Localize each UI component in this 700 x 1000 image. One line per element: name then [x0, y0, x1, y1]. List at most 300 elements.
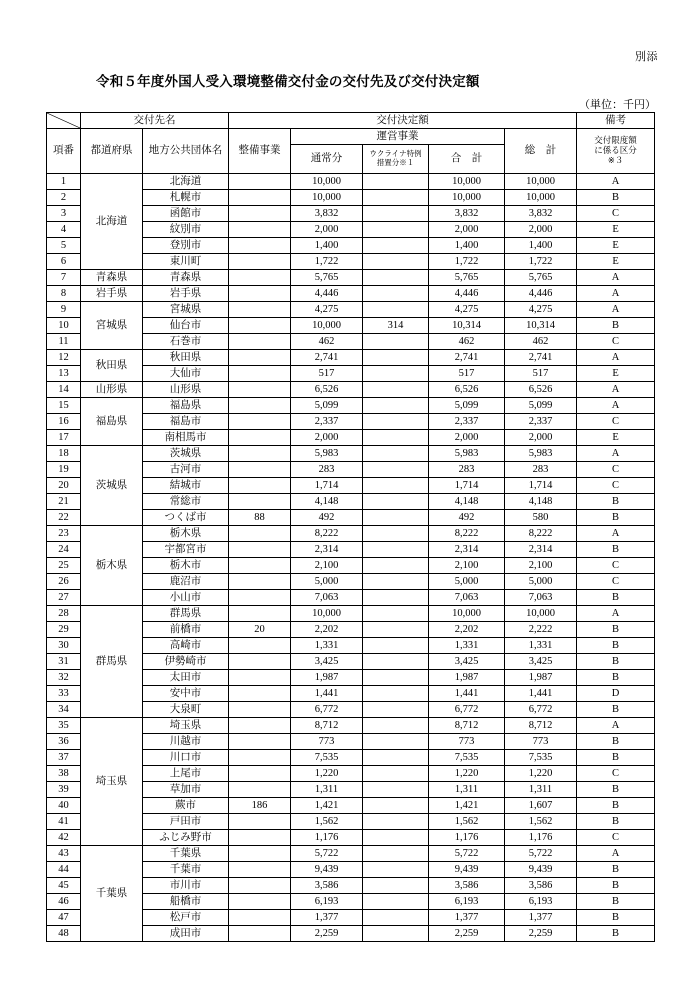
- cell-ukraine: [363, 622, 429, 638]
- table-row: [47, 446, 655, 462]
- cell-ukraine: [363, 814, 429, 830]
- cell-class: B: [577, 910, 655, 926]
- page-title: 令和５年度外国人受入環境整備交付金の交付先及び交付決定額: [96, 74, 480, 89]
- cell-total: 10,000: [505, 174, 577, 190]
- cell-normal: 1,722: [291, 254, 363, 270]
- cell-index: 42: [47, 830, 81, 846]
- cell-maintenance: [229, 238, 291, 254]
- cell-maintenance: [229, 494, 291, 510]
- cell-normal: 5,765: [291, 270, 363, 286]
- cell-municipality: 大泉町: [143, 702, 229, 718]
- cell-maintenance: [229, 254, 291, 270]
- cell-index: 1: [47, 174, 81, 190]
- cell-ukraine: [363, 446, 429, 462]
- cell-maintenance: [229, 654, 291, 670]
- cell-maintenance: [229, 542, 291, 558]
- cell-ukraine: [363, 174, 429, 190]
- cell-index: 32: [47, 670, 81, 686]
- cell-municipality: 松戸市: [143, 910, 229, 926]
- cell-municipality: 鹿沼市: [143, 574, 229, 590]
- cell-municipality: 安中市: [143, 686, 229, 702]
- cell-normal: 10,000: [291, 190, 363, 206]
- cell-normal: 1,331: [291, 638, 363, 654]
- cell-municipality: 蕨市: [143, 798, 229, 814]
- cell-prefecture: 千葉県: [81, 846, 143, 942]
- cell-ukraine: [363, 894, 429, 910]
- cell-maintenance: [229, 270, 291, 286]
- cell-class: B: [577, 862, 655, 878]
- cell-index: 6: [47, 254, 81, 270]
- cell-total: 1,441: [505, 686, 577, 702]
- cell-normal: 1,377: [291, 910, 363, 926]
- cell-subtotal: 10,000: [429, 606, 505, 622]
- cell-total: 1,722: [505, 254, 577, 270]
- header-operation-group: 運営事業: [291, 129, 505, 145]
- cell-class: D: [577, 686, 655, 702]
- cell-maintenance: [229, 206, 291, 222]
- cell-class: A: [577, 174, 655, 190]
- cell-normal: 8,712: [291, 718, 363, 734]
- cell-ukraine: [363, 382, 429, 398]
- cell-total: 2,314: [505, 542, 577, 558]
- header-class-line3: ※３: [607, 154, 624, 165]
- cell-class: B: [577, 494, 655, 510]
- header-class-line2: に係る区分: [594, 145, 637, 156]
- cell-ukraine: [363, 190, 429, 206]
- cell-municipality: 群馬県: [143, 606, 229, 622]
- cell-municipality: 札幌市: [143, 190, 229, 206]
- cell-class: B: [577, 734, 655, 750]
- cell-index: 37: [47, 750, 81, 766]
- cell-municipality: 福島市: [143, 414, 229, 430]
- cell-municipality: 高崎市: [143, 638, 229, 654]
- cell-municipality: 前橋市: [143, 622, 229, 638]
- cell-class: C: [577, 334, 655, 350]
- cell-maintenance: [229, 302, 291, 318]
- cell-total: 1,562: [505, 814, 577, 830]
- cell-maintenance: 186: [229, 798, 291, 814]
- cell-maintenance: [229, 926, 291, 942]
- cell-normal: 3,586: [291, 878, 363, 894]
- cell-total: 580: [505, 510, 577, 526]
- cell-subtotal: 7,063: [429, 590, 505, 606]
- cell-subtotal: 3,425: [429, 654, 505, 670]
- cell-normal: 2,000: [291, 430, 363, 446]
- cell-municipality: 東川町: [143, 254, 229, 270]
- cell-normal: 1,176: [291, 830, 363, 846]
- cell-prefecture: 山形県: [81, 382, 143, 398]
- cell-class: A: [577, 718, 655, 734]
- cell-maintenance: [229, 814, 291, 830]
- cell-prefecture: 栃木県: [81, 526, 143, 606]
- cell-ukraine: [363, 862, 429, 878]
- cell-class: A: [577, 286, 655, 302]
- cell-maintenance: [229, 398, 291, 414]
- cell-subtotal: 6,193: [429, 894, 505, 910]
- cell-index: 8: [47, 286, 81, 302]
- cell-index: 7: [47, 270, 81, 286]
- header-ukraine-line1: ウクライナ特例: [369, 149, 422, 159]
- cell-ukraine: [363, 878, 429, 894]
- header-normal: 通常分: [291, 145, 363, 174]
- cell-class: E: [577, 238, 655, 254]
- cell-municipality: 千葉市: [143, 862, 229, 878]
- cell-class: C: [577, 830, 655, 846]
- cell-index: 13: [47, 366, 81, 382]
- cell-maintenance: [229, 638, 291, 654]
- cell-index: 29: [47, 622, 81, 638]
- cell-municipality: 岩手県: [143, 286, 229, 302]
- cell-total: 10,314: [505, 318, 577, 334]
- cell-maintenance: [229, 782, 291, 798]
- cell-index: 39: [47, 782, 81, 798]
- cell-maintenance: [229, 350, 291, 366]
- cell-class: B: [577, 510, 655, 526]
- cell-ukraine: [363, 926, 429, 942]
- cell-class: C: [577, 478, 655, 494]
- cell-prefecture: 埼玉県: [81, 718, 143, 846]
- cell-subtotal: 2,741: [429, 350, 505, 366]
- cell-ukraine: [363, 494, 429, 510]
- cell-subtotal: 5,765: [429, 270, 505, 286]
- cell-normal: 5,000: [291, 574, 363, 590]
- cell-index: 14: [47, 382, 81, 398]
- cell-ukraine: [363, 670, 429, 686]
- cell-ukraine: [363, 798, 429, 814]
- cell-index: 30: [47, 638, 81, 654]
- header-ukraine-line2: 措置分※１: [376, 158, 415, 167]
- cell-index: 15: [47, 398, 81, 414]
- cell-subtotal: 2,202: [429, 622, 505, 638]
- cell-total: 283: [505, 462, 577, 478]
- cell-normal: 10,000: [291, 318, 363, 334]
- cell-index: 43: [47, 846, 81, 862]
- cell-total: 6,526: [505, 382, 577, 398]
- cell-subtotal: 10,314: [429, 318, 505, 334]
- cell-normal: 1,400: [291, 238, 363, 254]
- cell-ukraine: [363, 238, 429, 254]
- cell-total: 8,712: [505, 718, 577, 734]
- cell-maintenance: [229, 894, 291, 910]
- table-row: [47, 526, 655, 542]
- cell-normal: 4,148: [291, 494, 363, 510]
- cell-index: 40: [47, 798, 81, 814]
- cell-subtotal: 1,311: [429, 782, 505, 798]
- cell-subtotal: 1,987: [429, 670, 505, 686]
- header-municipality: 地方公共団体名: [143, 129, 229, 174]
- cell-class: B: [577, 798, 655, 814]
- cell-class: A: [577, 446, 655, 462]
- cell-subtotal: 283: [429, 462, 505, 478]
- cell-ukraine: [363, 718, 429, 734]
- cell-index: 21: [47, 494, 81, 510]
- cell-ukraine: [363, 206, 429, 222]
- cell-subtotal: 1,331: [429, 638, 505, 654]
- cell-normal: 1,987: [291, 670, 363, 686]
- cell-prefecture: 宮城県: [81, 302, 143, 350]
- cell-total: 9,439: [505, 862, 577, 878]
- cell-index: 23: [47, 526, 81, 542]
- cell-total: 773: [505, 734, 577, 750]
- cell-municipality: 成田市: [143, 926, 229, 942]
- cell-normal: 2,000: [291, 222, 363, 238]
- cell-class: A: [577, 606, 655, 622]
- header-maintenance: 整備事業: [229, 129, 291, 174]
- cell-total: 5,983: [505, 446, 577, 462]
- table-body: [47, 174, 655, 942]
- cell-ukraine: [363, 430, 429, 446]
- unit-label: （単位：千円）: [579, 99, 656, 111]
- cell-maintenance: [229, 366, 291, 382]
- cell-total: 2,337: [505, 414, 577, 430]
- cell-prefecture: 福島県: [81, 398, 143, 446]
- cell-normal: 6,193: [291, 894, 363, 910]
- cell-index: 18: [47, 446, 81, 462]
- cell-index: 20: [47, 478, 81, 494]
- cell-normal: 1,220: [291, 766, 363, 782]
- cell-index: 38: [47, 766, 81, 782]
- cell-total: 2,222: [505, 622, 577, 638]
- cell-maintenance: [229, 430, 291, 446]
- cell-ukraine: [363, 558, 429, 574]
- cell-class: E: [577, 366, 655, 382]
- cell-subtotal: 1,377: [429, 910, 505, 926]
- cell-total: 4,446: [505, 286, 577, 302]
- cell-ukraine: [363, 414, 429, 430]
- cell-subtotal: 2,314: [429, 542, 505, 558]
- cell-ukraine: [363, 462, 429, 478]
- cell-ukraine: [363, 910, 429, 926]
- cell-total: 6,772: [505, 702, 577, 718]
- cell-subtotal: 492: [429, 510, 505, 526]
- cell-class: B: [577, 318, 655, 334]
- cell-index: 24: [47, 542, 81, 558]
- cell-municipality: 秋田県: [143, 350, 229, 366]
- cell-maintenance: [229, 462, 291, 478]
- cell-ukraine: [363, 686, 429, 702]
- cell-normal: 517: [291, 366, 363, 382]
- cell-maintenance: [229, 750, 291, 766]
- cell-subtotal: 773: [429, 734, 505, 750]
- cell-subtotal: 2,000: [429, 222, 505, 238]
- cell-municipality: 川口市: [143, 750, 229, 766]
- cell-index: 48: [47, 926, 81, 942]
- header-total: 総 計: [505, 129, 577, 174]
- cell-class: B: [577, 878, 655, 894]
- cell-subtotal: 4,275: [429, 302, 505, 318]
- cell-municipality: 小山市: [143, 590, 229, 606]
- cell-subtotal: 1,176: [429, 830, 505, 846]
- cell-subtotal: 2,259: [429, 926, 505, 942]
- cell-subtotal: 4,446: [429, 286, 505, 302]
- cell-ukraine: [363, 574, 429, 590]
- cell-index: 33: [47, 686, 81, 702]
- cell-municipality: 古河市: [143, 462, 229, 478]
- cell-municipality: 宮城県: [143, 302, 229, 318]
- table-row: [47, 382, 655, 398]
- cell-class: B: [577, 750, 655, 766]
- cell-subtotal: 4,148: [429, 494, 505, 510]
- cell-maintenance: [229, 526, 291, 542]
- cell-ukraine: [363, 846, 429, 862]
- cell-ukraine: [363, 766, 429, 782]
- cell-subtotal: 10,000: [429, 190, 505, 206]
- cell-subtotal: 2,000: [429, 430, 505, 446]
- cell-maintenance: [229, 446, 291, 462]
- cell-municipality: 宇都宮市: [143, 542, 229, 558]
- cell-maintenance: 88: [229, 510, 291, 526]
- cell-index: 22: [47, 510, 81, 526]
- cell-index: 16: [47, 414, 81, 430]
- cell-normal: 2,337: [291, 414, 363, 430]
- cell-total: 3,425: [505, 654, 577, 670]
- cell-total: 2,259: [505, 926, 577, 942]
- cell-total: 5,000: [505, 574, 577, 590]
- cell-index: 2: [47, 190, 81, 206]
- table-row: [47, 718, 655, 734]
- table-row: [47, 846, 655, 862]
- cell-total: 5,722: [505, 846, 577, 862]
- header-row-1: [47, 113, 655, 129]
- cell-class: B: [577, 654, 655, 670]
- cell-maintenance: [229, 558, 291, 574]
- cell-normal: 1,562: [291, 814, 363, 830]
- table-row: [47, 286, 655, 302]
- cell-ukraine: [363, 526, 429, 542]
- cell-total: 1,220: [505, 766, 577, 782]
- cell-class: B: [577, 190, 655, 206]
- cell-normal: 5,099: [291, 398, 363, 414]
- cell-class: C: [577, 462, 655, 478]
- cell-municipality: 市川市: [143, 878, 229, 894]
- cell-normal: 5,983: [291, 446, 363, 462]
- cell-total: 10,000: [505, 606, 577, 622]
- cell-index: 9: [47, 302, 81, 318]
- cell-class: B: [577, 782, 655, 798]
- cell-index: 36: [47, 734, 81, 750]
- cell-class: A: [577, 350, 655, 366]
- cell-class: B: [577, 638, 655, 654]
- cell-ukraine: [363, 606, 429, 622]
- cell-total: 2,000: [505, 222, 577, 238]
- cell-subtotal: 2,100: [429, 558, 505, 574]
- cell-normal: 3,832: [291, 206, 363, 222]
- cell-normal: 10,000: [291, 174, 363, 190]
- cell-ukraine: [363, 366, 429, 382]
- cell-index: 11: [47, 334, 81, 350]
- cell-index: 19: [47, 462, 81, 478]
- cell-class: A: [577, 382, 655, 398]
- cell-maintenance: [229, 846, 291, 862]
- cell-municipality: 結城市: [143, 478, 229, 494]
- cell-normal: 5,722: [291, 846, 363, 862]
- cell-index: 5: [47, 238, 81, 254]
- cell-ukraine: [363, 654, 429, 670]
- cell-subtotal: 5,722: [429, 846, 505, 862]
- cell-maintenance: [229, 910, 291, 926]
- cell-municipality: 千葉県: [143, 846, 229, 862]
- cell-subtotal: 5,983: [429, 446, 505, 462]
- cell-normal: 1,714: [291, 478, 363, 494]
- cell-normal: 283: [291, 462, 363, 478]
- cell-subtotal: 5,099: [429, 398, 505, 414]
- table-row: [47, 174, 655, 190]
- cell-total: 1,377: [505, 910, 577, 926]
- cell-subtotal: 3,832: [429, 206, 505, 222]
- cell-normal: 4,446: [291, 286, 363, 302]
- cell-total: 7,063: [505, 590, 577, 606]
- cell-municipality: 北海道: [143, 174, 229, 190]
- cell-class: E: [577, 430, 655, 446]
- cell-total: 3,586: [505, 878, 577, 894]
- header-subtotal: 合 計: [429, 145, 505, 174]
- header-row-2: [47, 129, 655, 145]
- cell-ukraine: 314: [363, 318, 429, 334]
- cell-subtotal: 1,714: [429, 478, 505, 494]
- cell-maintenance: 20: [229, 622, 291, 638]
- cell-index: 4: [47, 222, 81, 238]
- corner-cell: [47, 113, 81, 129]
- cell-municipality: 茨城県: [143, 446, 229, 462]
- cell-ukraine: [363, 302, 429, 318]
- cell-maintenance: [229, 766, 291, 782]
- cell-prefecture: 茨城県: [81, 446, 143, 526]
- cell-normal: 1,421: [291, 798, 363, 814]
- cell-normal: 492: [291, 510, 363, 526]
- cell-municipality: 草加市: [143, 782, 229, 798]
- cell-municipality: 川越市: [143, 734, 229, 750]
- cell-class: A: [577, 526, 655, 542]
- cell-municipality: 太田市: [143, 670, 229, 686]
- cell-subtotal: 6,526: [429, 382, 505, 398]
- cell-normal: 462: [291, 334, 363, 350]
- cell-maintenance: [229, 702, 291, 718]
- cell-ukraine: [363, 254, 429, 270]
- table-row: [47, 270, 655, 286]
- cell-maintenance: [229, 718, 291, 734]
- header-prefecture: 都道府県: [81, 129, 143, 174]
- cell-total: 1,400: [505, 238, 577, 254]
- cell-subtotal: 1,562: [429, 814, 505, 830]
- cell-normal: 7,535: [291, 750, 363, 766]
- cell-subtotal: 3,586: [429, 878, 505, 894]
- cell-normal: 6,772: [291, 702, 363, 718]
- cell-subtotal: 8,712: [429, 718, 505, 734]
- cell-municipality: ふじみ野市: [143, 830, 229, 846]
- cell-class: A: [577, 846, 655, 862]
- cell-maintenance: [229, 590, 291, 606]
- cell-index: 34: [47, 702, 81, 718]
- cell-municipality: 仙台市: [143, 318, 229, 334]
- cell-ukraine: [363, 478, 429, 494]
- cell-normal: 8,222: [291, 526, 363, 542]
- cell-maintenance: [229, 382, 291, 398]
- header-index: 項番: [47, 129, 81, 174]
- cell-ukraine: [363, 750, 429, 766]
- cell-municipality: 常総市: [143, 494, 229, 510]
- cell-maintenance: [229, 878, 291, 894]
- cell-municipality: 函館市: [143, 206, 229, 222]
- cell-index: 46: [47, 894, 81, 910]
- cell-ukraine: [363, 638, 429, 654]
- cell-ukraine: [363, 782, 429, 798]
- table-row: [47, 606, 655, 622]
- cell-maintenance: [229, 414, 291, 430]
- cell-subtotal: 1,400: [429, 238, 505, 254]
- table-row: [47, 350, 655, 366]
- cell-index: 44: [47, 862, 81, 878]
- cell-normal: 7,063: [291, 590, 363, 606]
